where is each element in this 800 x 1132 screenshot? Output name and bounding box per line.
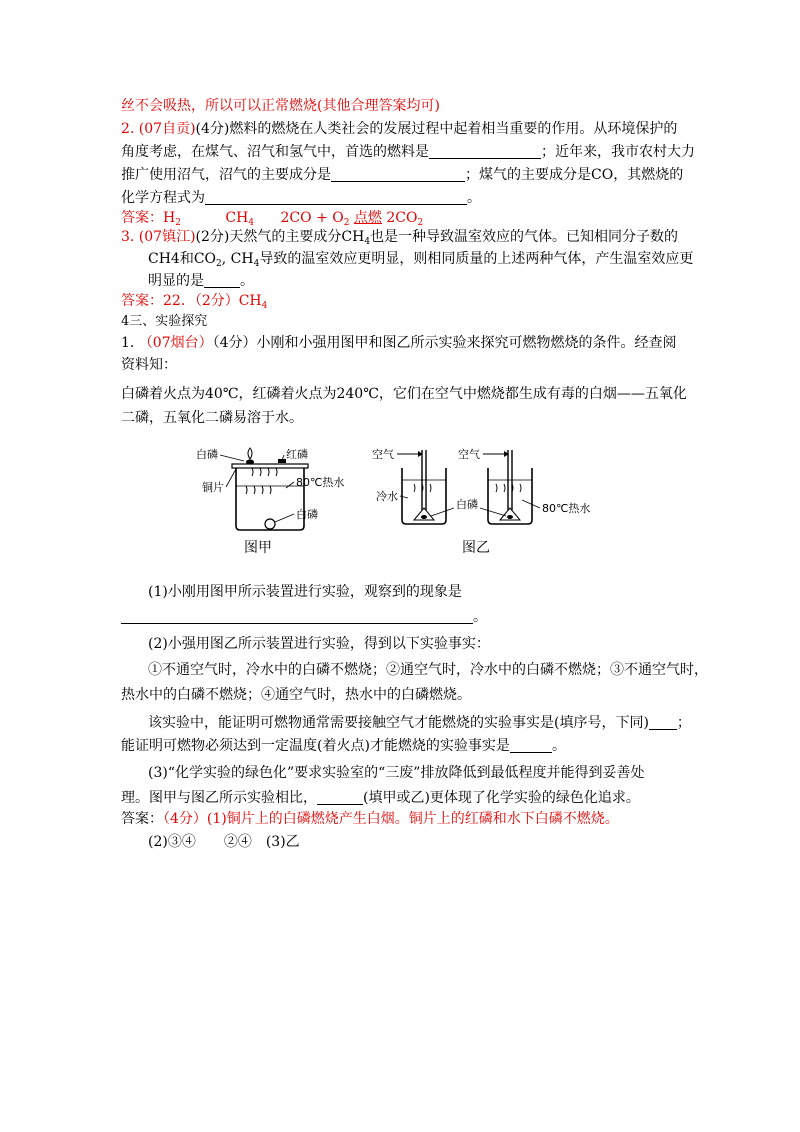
- q2-line2-a: 角度考虑，在煤气、沼气和氢气中，首选的燃料是: [121, 144, 429, 160]
- q1-exp-1-blank: [649, 715, 677, 730]
- q2-head: 2. (07自贡): [121, 121, 196, 137]
- q3-head: 3. (07镇江): [121, 229, 196, 245]
- q1-exp-1-end: ；: [676, 715, 691, 731]
- q1-answer-2: (2)③④ ②④ (3)乙: [148, 834, 300, 850]
- yi-label-hot-water: 80℃热水: [542, 502, 591, 515]
- q1-line4: 二磷，五氧化二磷易溶于水。: [121, 410, 303, 426]
- jia-label-copper: 铜片: [202, 481, 224, 494]
- q2-answer: [121, 209, 423, 227]
- q3-line2-sub2: 4: [253, 259, 260, 269]
- yi-label-cold-water: 冷水: [376, 490, 398, 503]
- q1-exp-1-text: 该实验中，能证明可燃物通常需要接触空气才能燃烧的实验事实是(填序号，下同): [148, 715, 649, 731]
- jia-label-hot-water: 80℃热水: [296, 476, 345, 489]
- q2-answer-eq-left: 2CO + O: [280, 210, 344, 226]
- q1-number: 1.: [121, 335, 135, 351]
- q1-line1-text: （4分）小刚和小强用图甲和图乙所示实验来探究可燃物燃烧的条件。经查阅: [212, 335, 677, 351]
- q2-answer-h2-sub: 2: [175, 218, 181, 228]
- q2-line1: [121, 120, 677, 138]
- q1-part1-end: 。: [473, 609, 487, 625]
- jia-label-white-p-bottom: 白磷: [296, 508, 318, 521]
- q2-line4-a: 化学方程式为: [121, 190, 205, 206]
- section-heading: 4三、实验探究: [121, 314, 208, 329]
- q1-line3: 白磷着火点为40℃，红磷着火点为240℃，它们在空气中燃烧都生成有毒的白烟——五氧化: [121, 386, 687, 402]
- q3-line3-a: 明显的是: [148, 273, 204, 289]
- q3-answer-sub: 4: [261, 301, 268, 311]
- q1-line1: [121, 334, 677, 352]
- q2-answer-co2-sub: 2: [417, 218, 424, 228]
- q3-line1-b: 也是一种导致温室效应的气体。已知相同分子数的: [370, 229, 679, 245]
- jia-label-white-p: 白磷: [196, 448, 218, 461]
- q2-blank-fuel: [429, 144, 541, 159]
- q1-source: （07烟台）: [138, 335, 213, 351]
- q1-answer-label: 答案：: [121, 811, 163, 827]
- q2-line1-text: (4分)燃料的燃烧在人类社会的发展过程中起着相当重要的作用。从环境保护的: [195, 121, 678, 137]
- q3-line2-a: CH4和CO: [148, 251, 217, 267]
- yi-label-white-p: 白磷: [456, 498, 478, 511]
- q3-line2-c: 导致的温室效应更明显，则相同质量的上述两种气体，产生温室效应更: [259, 251, 694, 267]
- figure-yi: [372, 447, 590, 556]
- experiment-diagram: [196, 444, 616, 564]
- q2-answer-ch4: CH: [225, 210, 249, 226]
- q3-line3-b: 。: [240, 273, 254, 289]
- q2-answer-o2-sub: 2: [343, 218, 350, 228]
- q2-line2: [121, 143, 695, 161]
- q1-part3-2b: (填甲或乙)更体现了化学实验的绿色化追求。: [363, 790, 640, 806]
- q1-exp-2-text: 能证明可燃物必须达到一定温度(着火点)才能燃烧的实验事实是: [121, 738, 510, 754]
- q1-part1-answer-line: [121, 608, 487, 626]
- q3-line2-b: , CH: [221, 251, 254, 267]
- jia-white-phosphorus-bottom: [265, 519, 275, 529]
- jia-caption: 图甲: [244, 540, 272, 556]
- q2-line3-b: ；煤气的主要成分是CO，其燃烧的: [465, 167, 684, 183]
- q1-exp-1: [148, 714, 691, 732]
- q1-exp-2-blank: [510, 738, 552, 753]
- q3-answer-text: 答案：22．（2分）CH: [121, 293, 262, 309]
- q1-exp-2: [121, 737, 566, 755]
- q2-line4-b: 。: [467, 190, 481, 206]
- q1-facts-2: 热水中的白磷不燃烧；④通空气时，热水中的白磷燃烧。: [121, 687, 471, 703]
- q1-line2: 资料知：: [121, 357, 177, 373]
- q1-exp-2-end: 。: [551, 738, 566, 754]
- q3-line1: [121, 228, 678, 246]
- q1-answer: [121, 810, 619, 828]
- q1-part3-2a: 理。图甲与图乙所示实验相比，: [121, 790, 317, 806]
- q1-part3-1: (3)“化学实验的绿色化”要求实验室的“三废”排放降低到最低程度并能得到妥善处: [148, 765, 645, 781]
- q1-part1: (1)小刚用图甲所示装置进行实验，观察到的现象是: [148, 584, 462, 600]
- q2-answer-label: 答案：H: [121, 210, 176, 226]
- q3-line3: [148, 272, 254, 290]
- q3-line1-a: (2分)天然气的主要成分CH: [195, 229, 365, 245]
- q1-part3-2: [121, 789, 640, 807]
- q2-line3: [121, 166, 683, 184]
- q2-answer-eq-right: 2CO: [386, 210, 418, 226]
- q2-line3-a: 推广使用沼气，沼气的主要成分是: [121, 167, 331, 183]
- q3-blank: [204, 273, 240, 288]
- previous-answer-tail: 丝不会吸热，所以可以正常燃烧(其他合理答案均可): [121, 98, 440, 114]
- experiment-figure: [196, 444, 616, 568]
- yi-label-air-1: 空气: [372, 448, 394, 461]
- q2-blank-equation: [205, 190, 467, 205]
- yi-caption: 图乙: [462, 540, 490, 556]
- q1-answer-1: （4分）(1)铜片上的白磷燃烧产生白烟。铜片上的红磷和水下白磷不燃烧。: [163, 811, 619, 827]
- q1-part3-blank: [317, 790, 363, 805]
- q3-answer: [121, 292, 267, 310]
- q2-answer-eq-condition: 点燃: [353, 210, 382, 226]
- q3-line1-sub: 4: [364, 237, 371, 247]
- q1-part2: (2)小强用图乙所示装置进行实验，得到以下实验事实：: [148, 636, 490, 652]
- q2-answer-ch4-sub: 4: [248, 218, 255, 228]
- q2-blank-biogas: [331, 167, 465, 182]
- figure-jia: [196, 447, 344, 556]
- jia-label-red-p: 红磷: [286, 448, 308, 461]
- q3-line2: [148, 250, 693, 268]
- q2-line4: [121, 189, 481, 207]
- yi-label-air-2: 空气: [458, 448, 480, 461]
- jia-white-phosphorus-top: [246, 460, 254, 465]
- q3-line2-sub: 2: [216, 259, 222, 269]
- q1-facts-1: ①不通空气时，冷水中的白磷不燃烧；②通空气时，冷水中的白磷不燃烧；③不通空气时，: [148, 662, 708, 678]
- jia-flame: [248, 448, 252, 459]
- jia-copper-sheet: [232, 464, 308, 468]
- q2-line2-b: ；近年来，我市农村大力: [541, 144, 695, 160]
- q1-part1-blank: [121, 609, 473, 624]
